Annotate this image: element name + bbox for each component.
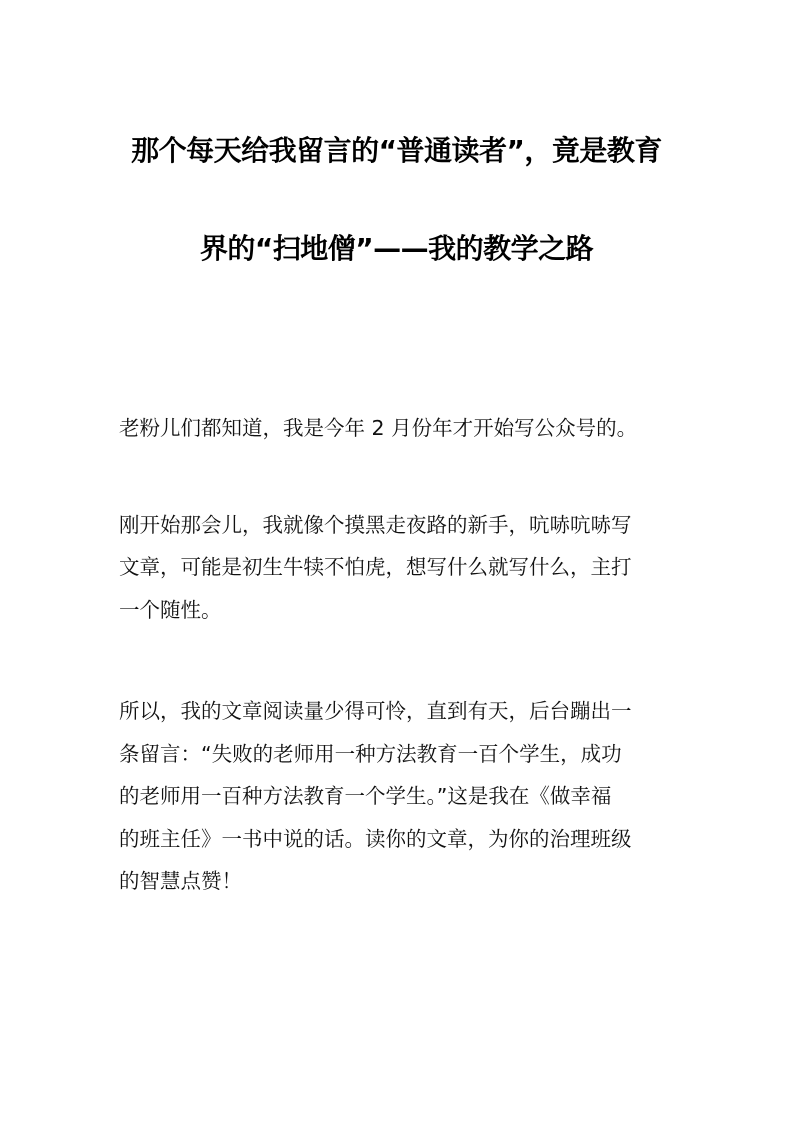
- paragraph-line: 条留言：“失败的老师用一种方法教育一百个学生，成功: [119, 742, 622, 766]
- paragraph-line: 的老师用一百种方法教育一个学生。”这是我在《做幸福: [119, 784, 612, 808]
- document-title-line-2: 界的“扫地僧”——我的教学之路: [199, 232, 594, 265]
- paragraph-line: 所以，我的文章阅读量少得可怜，直到有天，后台蹦出一: [119, 699, 632, 723]
- paragraph-line: 老粉儿们都知道，我是今年 2 月份年才开始写公众号的。: [119, 416, 638, 440]
- paragraph-line: 文章，可能是初生牛犊不怕虎，想写什么就写什么，主打: [119, 555, 632, 579]
- paragraph-line: 的智慧点赞！: [119, 869, 242, 893]
- document-title-line-1: 那个每天给我留言的“普通读者”，竟是教育: [131, 134, 662, 167]
- paragraph-line: 的班主任》一书中说的话。读你的文章，为你的治理班级: [119, 827, 632, 851]
- paragraph-line: 一个随性。: [119, 598, 222, 622]
- paragraph-line: 刚开始那会儿，我就像个摸黑走夜路的新手，吭哧吭哧写: [119, 513, 632, 537]
